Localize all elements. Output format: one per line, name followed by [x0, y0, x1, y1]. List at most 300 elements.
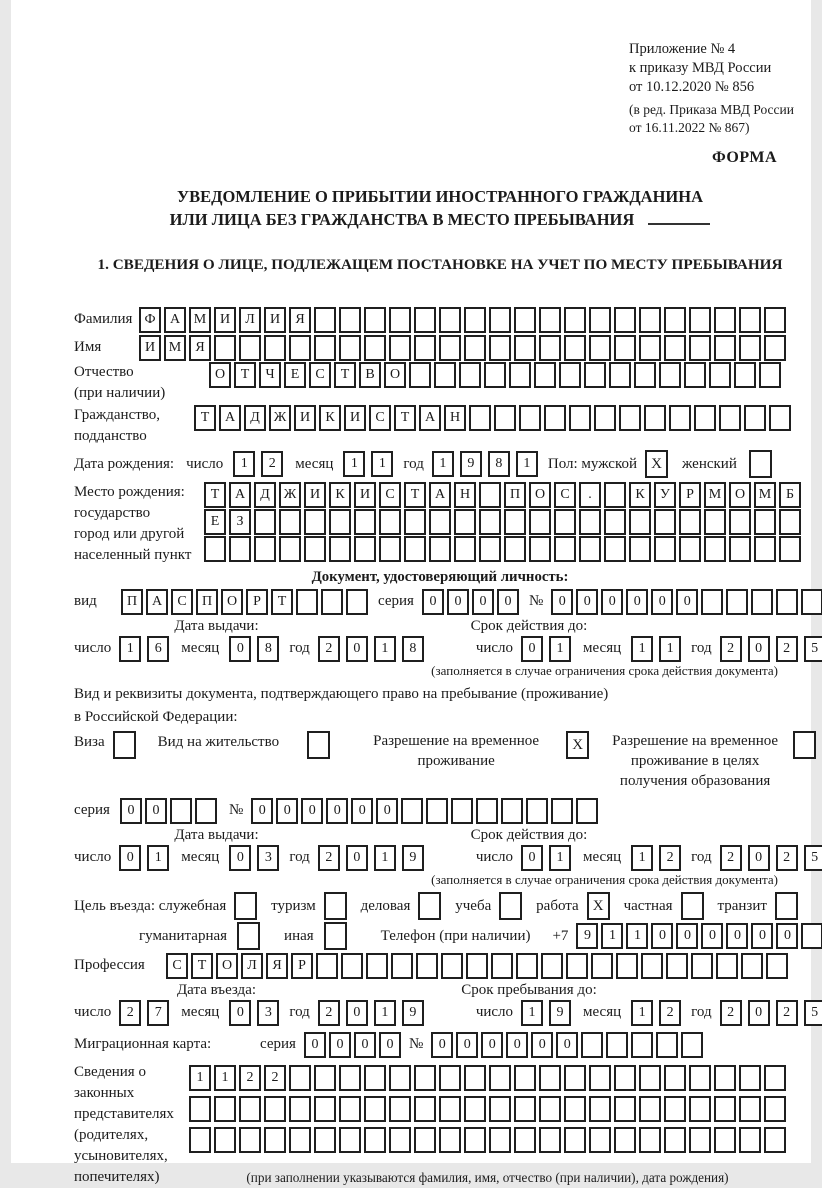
- char-cell[interactable]: Т: [334, 362, 356, 388]
- char-cell[interactable]: 1: [343, 451, 365, 477]
- char-cell[interactable]: [629, 536, 651, 562]
- char-cell[interactable]: [321, 589, 343, 615]
- char-cell[interactable]: 0: [145, 798, 167, 824]
- doc-kind-input[interactable]: [121, 589, 368, 615]
- char-cell[interactable]: [614, 307, 636, 333]
- char-cell[interactable]: 0: [304, 1032, 326, 1058]
- char-cell[interactable]: Т: [271, 589, 293, 615]
- char-cell[interactable]: [664, 1127, 686, 1153]
- char-cell[interactable]: [654, 509, 676, 535]
- char-cell[interactable]: [514, 1096, 536, 1122]
- char-cell[interactable]: [554, 509, 576, 535]
- char-cell[interactable]: [479, 482, 501, 508]
- char-cell[interactable]: [691, 953, 713, 979]
- char-cell[interactable]: 8: [488, 451, 510, 477]
- char-cell[interactable]: [714, 335, 736, 361]
- char-cell[interactable]: [189, 1127, 211, 1153]
- char-cell[interactable]: С: [554, 482, 576, 508]
- char-cell[interactable]: [489, 335, 511, 361]
- char-cell[interactable]: 0: [251, 798, 273, 824]
- char-cell[interactable]: 0: [120, 798, 142, 824]
- char-cell[interactable]: 0: [326, 798, 348, 824]
- char-cell[interactable]: [514, 1127, 536, 1153]
- char-cell[interactable]: [766, 953, 788, 979]
- char-cell[interactable]: [529, 536, 551, 562]
- char-cell[interactable]: [214, 335, 236, 361]
- char-cell[interactable]: [426, 798, 448, 824]
- char-cell[interactable]: [744, 405, 766, 431]
- char-cell[interactable]: [459, 362, 481, 388]
- char-cell[interactable]: [296, 589, 318, 615]
- stay-year[interactable]: [720, 1000, 822, 1026]
- char-cell[interactable]: 0: [229, 636, 251, 662]
- char-cell[interactable]: Л: [241, 953, 263, 979]
- migration-number-input[interactable]: [431, 1032, 703, 1058]
- char-cell[interactable]: [664, 335, 686, 361]
- char-cell[interactable]: [401, 798, 423, 824]
- char-cell[interactable]: 0: [354, 1032, 376, 1058]
- char-cell[interactable]: [764, 335, 786, 361]
- char-cell[interactable]: [504, 536, 526, 562]
- char-cell[interactable]: [239, 1127, 261, 1153]
- char-cell[interactable]: [466, 953, 488, 979]
- char-cell[interactable]: [584, 362, 606, 388]
- char-cell[interactable]: [464, 335, 486, 361]
- checkbox-male[interactable]: X: [645, 450, 668, 478]
- char-cell[interactable]: [516, 953, 538, 979]
- char-cell[interactable]: [189, 1096, 211, 1122]
- char-cell[interactable]: К: [329, 482, 351, 508]
- char-cell[interactable]: [416, 953, 438, 979]
- char-cell[interactable]: 0: [431, 1032, 453, 1058]
- char-cell[interactable]: [629, 509, 651, 535]
- char-cell[interactable]: 1: [601, 923, 623, 949]
- char-cell[interactable]: [664, 307, 686, 333]
- char-cell[interactable]: [504, 509, 526, 535]
- char-cell[interactable]: [551, 798, 573, 824]
- checkbox-purpose-private[interactable]: [681, 892, 704, 920]
- char-cell[interactable]: 0: [576, 589, 598, 615]
- char-cell[interactable]: И: [139, 335, 161, 361]
- checkbox-purpose-business[interactable]: [418, 892, 441, 920]
- char-cell[interactable]: 1: [516, 451, 538, 477]
- char-cell[interactable]: К: [319, 405, 341, 431]
- char-cell[interactable]: [659, 362, 681, 388]
- char-cell[interactable]: О: [209, 362, 231, 388]
- char-cell[interactable]: [714, 307, 736, 333]
- char-cell[interactable]: С: [379, 482, 401, 508]
- char-cell[interactable]: [701, 589, 723, 615]
- char-cell[interactable]: 1: [233, 451, 255, 477]
- checkbox-temp-residence[interactable]: X: [566, 731, 589, 759]
- char-cell[interactable]: [254, 509, 276, 535]
- char-cell[interactable]: [464, 1127, 486, 1153]
- doc-expiry-month[interactable]: [631, 636, 681, 662]
- char-cell[interactable]: [666, 953, 688, 979]
- char-cell[interactable]: В: [359, 362, 381, 388]
- char-cell[interactable]: 0: [601, 589, 623, 615]
- checkbox-purpose-tourism[interactable]: [324, 892, 347, 920]
- char-cell[interactable]: [581, 1032, 603, 1058]
- char-cell[interactable]: 8: [402, 636, 424, 662]
- char-cell[interactable]: [604, 536, 626, 562]
- char-cell[interactable]: 1: [189, 1065, 211, 1091]
- char-cell[interactable]: 0: [521, 845, 543, 871]
- surname-input[interactable]: [139, 307, 786, 333]
- char-cell[interactable]: [684, 362, 706, 388]
- char-cell[interactable]: [346, 589, 368, 615]
- char-cell[interactable]: [579, 536, 601, 562]
- char-cell[interactable]: 2: [776, 1000, 798, 1026]
- char-cell[interactable]: [339, 1096, 361, 1122]
- char-cell[interactable]: 6: [147, 636, 169, 662]
- char-cell[interactable]: [754, 509, 776, 535]
- char-cell[interactable]: [534, 362, 556, 388]
- char-cell[interactable]: 2: [318, 1000, 340, 1026]
- char-cell[interactable]: [589, 1127, 611, 1153]
- char-cell[interactable]: [264, 1127, 286, 1153]
- char-cell[interactable]: М: [164, 335, 186, 361]
- char-cell[interactable]: 0: [456, 1032, 478, 1058]
- char-cell[interactable]: О: [729, 482, 751, 508]
- char-cell[interactable]: 1: [521, 1000, 543, 1026]
- char-cell[interactable]: [464, 1096, 486, 1122]
- char-cell[interactable]: О: [216, 953, 238, 979]
- char-cell[interactable]: [654, 536, 676, 562]
- citizenship-input[interactable]: [194, 405, 791, 431]
- char-cell[interactable]: [469, 405, 491, 431]
- checkbox-purpose-other[interactable]: [324, 922, 347, 950]
- char-cell[interactable]: [714, 1127, 736, 1153]
- char-cell[interactable]: [289, 1096, 311, 1122]
- char-cell[interactable]: [714, 1096, 736, 1122]
- char-cell[interactable]: А: [164, 307, 186, 333]
- char-cell[interactable]: 0: [556, 1032, 578, 1058]
- char-cell[interactable]: А: [429, 482, 451, 508]
- doc-expiry-year[interactable]: [720, 636, 822, 662]
- legal-reps-row1-input[interactable]: [189, 1065, 786, 1091]
- char-cell[interactable]: П: [196, 589, 218, 615]
- char-cell[interactable]: М: [754, 482, 776, 508]
- doc-issue-day[interactable]: [119, 636, 169, 662]
- char-cell[interactable]: 0: [346, 1000, 368, 1026]
- char-cell[interactable]: [589, 335, 611, 361]
- char-cell[interactable]: 1: [549, 636, 571, 662]
- char-cell[interactable]: [644, 405, 666, 431]
- char-cell[interactable]: М: [189, 307, 211, 333]
- birthplace-row2-input[interactable]: [204, 509, 801, 535]
- char-cell[interactable]: М: [704, 482, 726, 508]
- char-cell[interactable]: У: [654, 482, 676, 508]
- char-cell[interactable]: 1: [659, 636, 681, 662]
- char-cell[interactable]: И: [294, 405, 316, 431]
- char-cell[interactable]: И: [354, 482, 376, 508]
- char-cell[interactable]: 2: [776, 845, 798, 871]
- char-cell[interactable]: Е: [284, 362, 306, 388]
- char-cell[interactable]: 1: [374, 845, 396, 871]
- char-cell[interactable]: И: [344, 405, 366, 431]
- char-cell[interactable]: Т: [234, 362, 256, 388]
- char-cell[interactable]: [494, 405, 516, 431]
- char-cell[interactable]: [539, 1127, 561, 1153]
- char-cell[interactable]: Я: [189, 335, 211, 361]
- char-cell[interactable]: 8: [257, 636, 279, 662]
- char-cell[interactable]: И: [304, 482, 326, 508]
- profession-input[interactable]: [166, 953, 788, 979]
- char-cell[interactable]: 1: [549, 845, 571, 871]
- char-cell[interactable]: 5: [804, 636, 822, 662]
- char-cell[interactable]: [489, 307, 511, 333]
- char-cell[interactable]: [341, 953, 363, 979]
- migration-series-input[interactable]: [304, 1032, 401, 1058]
- char-cell[interactable]: 1: [147, 845, 169, 871]
- char-cell[interactable]: З: [229, 509, 251, 535]
- char-cell[interactable]: [464, 1065, 486, 1091]
- char-cell[interactable]: [491, 953, 513, 979]
- char-cell[interactable]: 0: [626, 589, 648, 615]
- char-cell[interactable]: 0: [531, 1032, 553, 1058]
- char-cell[interactable]: Б: [779, 482, 801, 508]
- char-cell[interactable]: 5: [804, 1000, 822, 1026]
- char-cell[interactable]: [569, 405, 591, 431]
- char-cell[interactable]: Л: [239, 307, 261, 333]
- char-cell[interactable]: [694, 405, 716, 431]
- checkbox-visa[interactable]: [113, 731, 136, 759]
- char-cell[interactable]: [479, 509, 501, 535]
- char-cell[interactable]: [606, 1032, 628, 1058]
- checkbox-purpose-official[interactable]: [234, 892, 257, 920]
- char-cell[interactable]: [414, 307, 436, 333]
- checkbox-purpose-study[interactable]: [499, 892, 522, 920]
- char-cell[interactable]: [779, 536, 801, 562]
- char-cell[interactable]: [639, 1127, 661, 1153]
- char-cell[interactable]: [316, 953, 338, 979]
- char-cell[interactable]: Д: [244, 405, 266, 431]
- char-cell[interactable]: [739, 1127, 761, 1153]
- char-cell[interactable]: [204, 536, 226, 562]
- residence-issue-day[interactable]: [119, 845, 169, 871]
- char-cell[interactable]: [339, 307, 361, 333]
- char-cell[interactable]: [519, 405, 541, 431]
- char-cell[interactable]: С: [309, 362, 331, 388]
- char-cell[interactable]: [314, 1096, 336, 1122]
- char-cell[interactable]: [689, 1065, 711, 1091]
- char-cell[interactable]: 0: [346, 636, 368, 662]
- char-cell[interactable]: Ч: [259, 362, 281, 388]
- char-cell[interactable]: 0: [701, 923, 723, 949]
- char-cell[interactable]: [414, 335, 436, 361]
- char-cell[interactable]: 5: [804, 845, 822, 871]
- char-cell[interactable]: [389, 1096, 411, 1122]
- char-cell[interactable]: [441, 953, 463, 979]
- char-cell[interactable]: [639, 1096, 661, 1122]
- char-cell[interactable]: [614, 1127, 636, 1153]
- char-cell[interactable]: [279, 509, 301, 535]
- char-cell[interactable]: Т: [194, 405, 216, 431]
- char-cell[interactable]: 1: [374, 1000, 396, 1026]
- char-cell[interactable]: [429, 536, 451, 562]
- char-cell[interactable]: [639, 307, 661, 333]
- char-cell[interactable]: [719, 405, 741, 431]
- char-cell[interactable]: 1: [214, 1065, 236, 1091]
- char-cell[interactable]: [589, 1096, 611, 1122]
- char-cell[interactable]: 2: [720, 636, 742, 662]
- char-cell[interactable]: 0: [676, 589, 698, 615]
- char-cell[interactable]: 2: [261, 451, 283, 477]
- char-cell[interactable]: [489, 1127, 511, 1153]
- char-cell[interactable]: [801, 923, 822, 949]
- char-cell[interactable]: [339, 1065, 361, 1091]
- char-cell[interactable]: [641, 953, 663, 979]
- char-cell[interactable]: [314, 307, 336, 333]
- char-cell[interactable]: О: [221, 589, 243, 615]
- char-cell[interactable]: [669, 405, 691, 431]
- char-cell[interactable]: 0: [497, 589, 519, 615]
- char-cell[interactable]: [591, 953, 613, 979]
- char-cell[interactable]: 2: [119, 1000, 141, 1026]
- char-cell[interactable]: Н: [444, 405, 466, 431]
- char-cell[interactable]: А: [229, 482, 251, 508]
- char-cell[interactable]: [439, 1096, 461, 1122]
- char-cell[interactable]: 0: [301, 798, 323, 824]
- char-cell[interactable]: [639, 335, 661, 361]
- char-cell[interactable]: [451, 798, 473, 824]
- char-cell[interactable]: [769, 405, 791, 431]
- char-cell[interactable]: 0: [651, 923, 673, 949]
- char-cell[interactable]: 1: [374, 636, 396, 662]
- char-cell[interactable]: [364, 307, 386, 333]
- char-cell[interactable]: [239, 335, 261, 361]
- char-cell[interactable]: [364, 1096, 386, 1122]
- char-cell[interactable]: 2: [318, 845, 340, 871]
- legal-reps-row2-input[interactable]: [189, 1096, 786, 1122]
- char-cell[interactable]: [734, 362, 756, 388]
- residence-expiry-month[interactable]: [631, 845, 681, 871]
- char-cell[interactable]: [559, 362, 581, 388]
- residence-series-input[interactable]: [120, 798, 217, 824]
- char-cell[interactable]: [329, 509, 351, 535]
- char-cell[interactable]: [476, 798, 498, 824]
- char-cell[interactable]: [664, 1065, 686, 1091]
- char-cell[interactable]: [764, 1096, 786, 1122]
- residence-issue-month[interactable]: [229, 845, 279, 871]
- checkbox-purpose-work[interactable]: X: [587, 892, 610, 920]
- char-cell[interactable]: [329, 536, 351, 562]
- char-cell[interactable]: Р: [679, 482, 701, 508]
- residence-expiry-year[interactable]: [720, 845, 822, 871]
- char-cell[interactable]: [554, 536, 576, 562]
- birthplace-row3-input[interactable]: [204, 536, 801, 562]
- char-cell[interactable]: [514, 307, 536, 333]
- char-cell[interactable]: [604, 509, 626, 535]
- char-cell[interactable]: [464, 307, 486, 333]
- char-cell[interactable]: 2: [720, 1000, 742, 1026]
- char-cell[interactable]: [609, 362, 631, 388]
- char-cell[interactable]: [739, 335, 761, 361]
- char-cell[interactable]: [514, 335, 536, 361]
- entry-month[interactable]: [229, 1000, 279, 1026]
- char-cell[interactable]: [339, 1127, 361, 1153]
- char-cell[interactable]: Т: [191, 953, 213, 979]
- char-cell[interactable]: 0: [651, 589, 673, 615]
- char-cell[interactable]: [264, 335, 286, 361]
- char-cell[interactable]: [639, 1065, 661, 1091]
- char-cell[interactable]: С: [171, 589, 193, 615]
- char-cell[interactable]: [439, 307, 461, 333]
- char-cell[interactable]: [229, 536, 251, 562]
- char-cell[interactable]: Е: [204, 509, 226, 535]
- char-cell[interactable]: [564, 335, 586, 361]
- char-cell[interactable]: [489, 1065, 511, 1091]
- char-cell[interactable]: [634, 362, 656, 388]
- char-cell[interactable]: Ф: [139, 307, 161, 333]
- char-cell[interactable]: [764, 1127, 786, 1153]
- char-cell[interactable]: 0: [472, 589, 494, 615]
- char-cell[interactable]: П: [504, 482, 526, 508]
- char-cell[interactable]: И: [214, 307, 236, 333]
- char-cell[interactable]: [289, 1127, 311, 1153]
- char-cell[interactable]: [679, 509, 701, 535]
- char-cell[interactable]: [564, 1127, 586, 1153]
- char-cell[interactable]: 9: [549, 1000, 571, 1026]
- char-cell[interactable]: 1: [626, 923, 648, 949]
- char-cell[interactable]: 0: [481, 1032, 503, 1058]
- stay-month[interactable]: [631, 1000, 681, 1026]
- char-cell[interactable]: [539, 307, 561, 333]
- char-cell[interactable]: [526, 798, 548, 824]
- stay-day[interactable]: [521, 1000, 571, 1026]
- char-cell[interactable]: 2: [264, 1065, 286, 1091]
- doc-series-input[interactable]: [422, 589, 519, 615]
- char-cell[interactable]: [729, 536, 751, 562]
- char-cell[interactable]: [726, 589, 748, 615]
- phone-input[interactable]: [576, 923, 822, 949]
- char-cell[interactable]: Д: [254, 482, 276, 508]
- char-cell[interactable]: [414, 1127, 436, 1153]
- checkbox-purpose-transit[interactable]: [775, 892, 798, 920]
- char-cell[interactable]: [509, 362, 531, 388]
- char-cell[interactable]: [759, 362, 781, 388]
- char-cell[interactable]: [454, 509, 476, 535]
- char-cell[interactable]: [439, 335, 461, 361]
- char-cell[interactable]: 7: [147, 1000, 169, 1026]
- char-cell[interactable]: 0: [748, 845, 770, 871]
- char-cell[interactable]: 1: [631, 1000, 653, 1026]
- char-cell[interactable]: [664, 1096, 686, 1122]
- doc-issue-year[interactable]: [318, 636, 424, 662]
- char-cell[interactable]: [679, 536, 701, 562]
- char-cell[interactable]: [404, 536, 426, 562]
- char-cell[interactable]: [379, 536, 401, 562]
- residence-number-input[interactable]: [251, 798, 598, 824]
- char-cell[interactable]: [751, 589, 773, 615]
- char-cell[interactable]: О: [529, 482, 551, 508]
- char-cell[interactable]: 1: [631, 845, 653, 871]
- char-cell[interactable]: [409, 362, 431, 388]
- char-cell[interactable]: Я: [289, 307, 311, 333]
- char-cell[interactable]: [564, 307, 586, 333]
- char-cell[interactable]: [414, 1096, 436, 1122]
- char-cell[interactable]: [564, 1065, 586, 1091]
- char-cell[interactable]: [170, 798, 192, 824]
- char-cell[interactable]: 2: [776, 636, 798, 662]
- char-cell[interactable]: [689, 335, 711, 361]
- char-cell[interactable]: [539, 335, 561, 361]
- char-cell[interactable]: [479, 536, 501, 562]
- birth-year-input[interactable]: [432, 451, 538, 477]
- char-cell[interactable]: [589, 1065, 611, 1091]
- char-cell[interactable]: [364, 1127, 386, 1153]
